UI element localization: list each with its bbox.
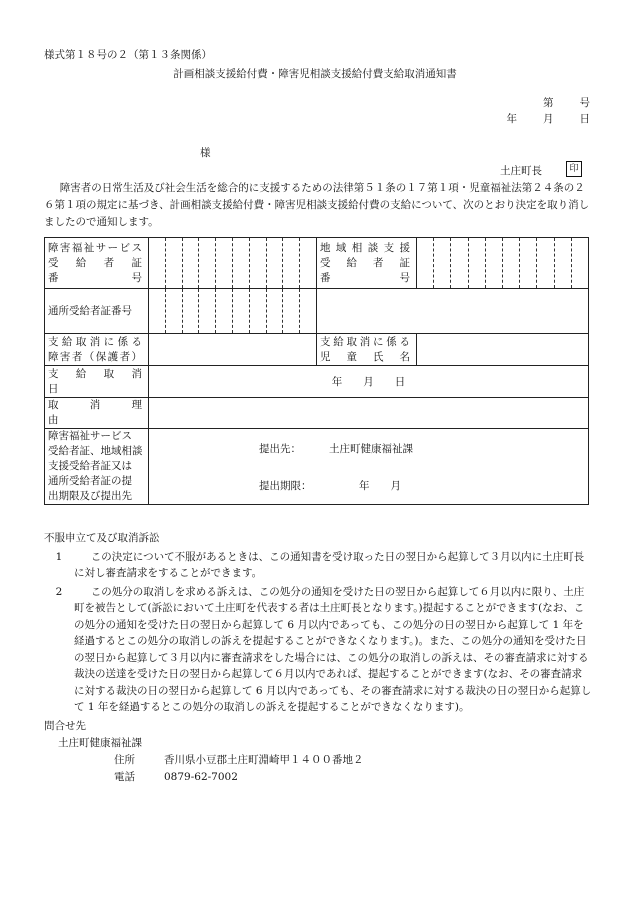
appeal-section: [44, 530, 592, 716]
address-value: 香川県小豆郡土庄町淵崎甲１４００番地２: [164, 754, 364, 766]
document-title: 計画相談支援給付費・障害児相談支援給付費支給取消通知書: [173, 68, 457, 80]
submit-label-line: 障害福祉サービス: [48, 430, 132, 442]
person-name-field[interactable]: [149, 334, 317, 366]
cert-label-line: 障害福祉サービス: [48, 241, 142, 254]
appeal-heading: 不服申立て及び取消訴訟: [44, 532, 160, 544]
appeal-item-number: 1: [55, 550, 63, 563]
regional-label-line: 番 号: [320, 271, 410, 284]
deadline-label: 提出期限：: [259, 479, 312, 492]
person-label-line: 支給取消に係る: [48, 335, 142, 348]
appeal-item: [44, 584, 592, 716]
document-number-block: [500, 95, 590, 127]
day-service-blank: [317, 289, 589, 334]
child-label-line: 支給取消に係る: [320, 335, 410, 348]
date-month: 月: [543, 113, 554, 125]
person-label-line: 障害者（保護者）: [48, 350, 142, 363]
phone-value: 0879-62-7002: [164, 771, 238, 783]
submit-label-line: 出期限及び提出先: [48, 490, 132, 502]
appeal-item-text: この決定について不服があるときは、この通知書を受け取った日の翌日から起算して３月以内に土庄町長に対し審査請求をすることができます。: [74, 550, 585, 579]
seal-mark: 印: [566, 161, 582, 177]
cert-label-line: 受 給 者 証: [48, 256, 142, 269]
submit-to-label: 提出先：: [259, 442, 301, 455]
doc-no-label: 第: [543, 97, 554, 109]
address-label: 住所: [114, 754, 135, 766]
submit-label-line: 受給者証、地域相談: [48, 445, 143, 457]
regional-cert-boxes[interactable]: [417, 238, 589, 289]
intro-paragraph: 障害者の日常生活及び社会生活を総合的に支援するための法律第５１条の１７第１項・児童福祉法第２４条の２６第１項の規定に基づき、計画相談支援給付費・障害児相談支援給付費の支給について、次のとおり決定を取り消しましたので通知します。: [44, 182, 590, 228]
contact-heading: 問合せ先: [44, 720, 86, 732]
regional-label-line: 受 給 者 証: [320, 256, 410, 269]
doc-no-suffix: 号: [579, 97, 590, 109]
submit-label: [45, 429, 149, 505]
cancel-date-label: 支 給 取 消 日: [45, 366, 149, 398]
reason-label: 取 消 理 由: [45, 398, 149, 429]
cert-number-label: [45, 238, 149, 289]
child-name-field[interactable]: [417, 334, 589, 366]
deadline-value[interactable]: 年 月: [359, 479, 401, 492]
child-label-line: 児 童 氏 名: [320, 350, 410, 363]
cert-number-boxes[interactable]: [149, 238, 317, 289]
submit-info: [149, 429, 589, 505]
day-service-cert-label: 通所受給者証番号: [45, 289, 149, 334]
appeal-item: [44, 549, 592, 582]
form-number: 様式第１８号の２（第１３条関係）: [44, 49, 212, 61]
cancel-date-field[interactable]: 年 月 日: [149, 366, 589, 398]
submit-label-line: 支援受給者証又は: [48, 460, 132, 472]
phone-label: 電話: [114, 771, 135, 783]
regional-label-line: 地 域 相 談 支 援: [320, 241, 410, 254]
date-day: 日: [579, 113, 590, 125]
addressee: 様: [200, 147, 211, 159]
child-label: [317, 334, 417, 366]
contact-dept: 土庄町健康福祉課: [58, 737, 142, 749]
contact-section: [44, 718, 364, 786]
appeal-item-text: この処分の取消しを求める訴えは、この処分の通知を受けた日の翌日から起算して６月以内に限り、土庄町を被告として(訴訟において土庄町を代表する者は土庄町長となります。)提起することができます(なお、この処分の通知を受けた日の翌日から起算して 6 月以内であっても、この処分の日の翌日から起算して 1 年を経過するとこの処分の取消しの訴えを提起することができなくなります。)。また、この処分の通知を受けた日の翌日から起算して３月以内に審査請求をした場合には、この処分の取消しの訴えは、その審査請求に対する裁決の送達を受けた日の翌日から起算して６月以内であれば、提起することができます(なお、その審査請求に対する裁決の日の翌日から起算して 6 月以内であっても、その審査請求に対する裁決の日の翌日から起算して 1 年を経過するとこの処分の取消しの訴えを提起することができなくなります)。: [74, 585, 592, 713]
submit-label-line: 通所受給者証の提: [48, 475, 132, 487]
person-label: [45, 334, 149, 366]
cert-label-line: 番 号: [48, 271, 142, 284]
submit-to-value: 土庄町健康福祉課: [329, 442, 413, 455]
reason-field[interactable]: [149, 398, 589, 429]
notice-table: [44, 237, 589, 505]
regional-cert-label: [317, 238, 417, 289]
appeal-item-number: 2: [55, 585, 63, 598]
issuer-mayor: 土庄町長: [500, 165, 542, 177]
day-service-cert-boxes[interactable]: [149, 289, 317, 334]
date-year: 年: [506, 113, 517, 125]
